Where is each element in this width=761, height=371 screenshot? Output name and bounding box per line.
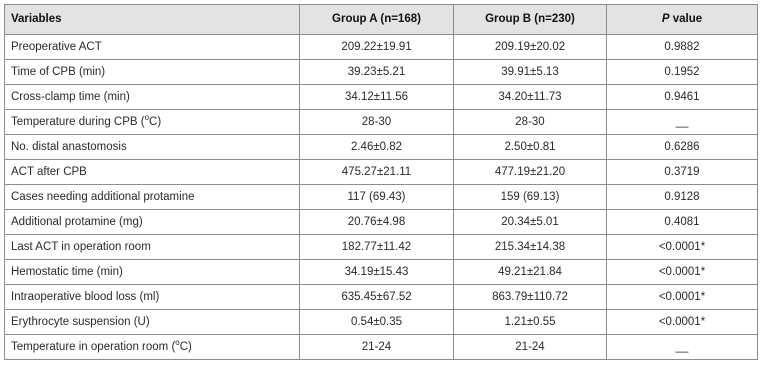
group-a-value: 635.45±67.52 <box>300 285 454 310</box>
group-b-value: 39.91±5.13 <box>454 60 607 85</box>
table-row <box>5 185 758 210</box>
p-value: 0.4081 <box>607 210 758 235</box>
header-group-b: Group B (n=230) <box>454 5 607 35</box>
row-label: Preoperative ACT <box>5 35 300 60</box>
row-label: Erythrocyte suspension (U) <box>5 310 300 335</box>
row-label: Last ACT in operation room <box>5 235 300 260</box>
group-a-value: 34.12±11.56 <box>300 85 454 110</box>
row-label-text: Temperature during CPB ( <box>11 116 145 128</box>
group-a-value: 2.46±0.82 <box>300 135 454 160</box>
group-b-value: 159 (69.13) <box>454 185 607 210</box>
header-row <box>5 5 758 35</box>
row-label-unit: C) <box>179 341 192 353</box>
group-a-value: 28-30 <box>300 110 454 135</box>
group-a-value: 20.76±4.98 <box>300 210 454 235</box>
header-variables: Variables <box>5 5 300 35</box>
group-a-value: 21-24 <box>300 335 454 360</box>
group-a-value: 475.27±21.11 <box>300 160 454 185</box>
group-a-value: 117 (69.43) <box>300 185 454 210</box>
row-label: ACT after CPB <box>5 160 300 185</box>
row-label: Cases needing additional protamine <box>5 185 300 210</box>
row-label: Time of CPB (min) <box>5 60 300 85</box>
p-value: __ <box>607 110 758 135</box>
row-label <box>5 335 300 360</box>
p-value: <0.0001* <box>607 310 758 335</box>
group-a-value: 39.23±5.21 <box>300 60 454 85</box>
p-value: <0.0001* <box>607 260 758 285</box>
group-a-value: 0.54±0.35 <box>300 310 454 335</box>
group-b-value: 215.34±14.38 <box>454 235 607 260</box>
header-p-rest: value <box>669 13 703 25</box>
group-a-value: 182.77±11.42 <box>300 235 454 260</box>
p-value: 0.1952 <box>607 60 758 85</box>
table-row <box>5 135 758 160</box>
table-header <box>5 5 758 35</box>
table-row <box>5 85 758 110</box>
p-value: __ <box>607 335 758 360</box>
group-b-value: 863.79±110.72 <box>454 285 607 310</box>
degree-superscript: o <box>175 338 180 348</box>
table-row <box>5 35 758 60</box>
p-value: <0.0001* <box>607 235 758 260</box>
group-b-value: 21-24 <box>454 335 607 360</box>
header-p-value <box>607 5 758 35</box>
table-row <box>5 160 758 185</box>
table-row <box>5 335 758 360</box>
degree-superscript: o <box>144 113 150 123</box>
group-b-value: 209.19±20.02 <box>454 35 607 60</box>
table-body <box>5 35 758 360</box>
row-label-text: Temperature in operation room ( <box>11 341 176 353</box>
group-a-value: 34.19±15.43 <box>300 260 454 285</box>
p-value: 0.9882 <box>607 35 758 60</box>
group-a-value: 209.22±19.91 <box>300 35 454 60</box>
group-b-value: 49.21±21.84 <box>454 260 607 285</box>
results-table <box>4 4 758 360</box>
group-b-value: 2.50±0.81 <box>454 135 607 160</box>
row-label: No. distal anastomosis <box>5 135 300 160</box>
p-value: 0.6286 <box>607 135 758 160</box>
table-row <box>5 285 758 310</box>
table-row <box>5 60 758 85</box>
p-value: 0.9461 <box>607 85 758 110</box>
table-row <box>5 310 758 335</box>
group-b-value: 1.21±0.55 <box>454 310 607 335</box>
table-row <box>5 235 758 260</box>
header-p-letter: P <box>661 13 670 25</box>
p-value: <0.0001* <box>607 285 758 310</box>
p-value: 0.3719 <box>607 160 758 185</box>
table-row <box>5 110 758 135</box>
row-label: Hemostatic time (min) <box>5 260 300 285</box>
group-b-value: 477.19±21.20 <box>454 160 607 185</box>
header-group-a: Group A (n=168) <box>300 5 454 35</box>
group-b-value: 20.34±5.01 <box>454 210 607 235</box>
row-label: Additional protamine (mg) <box>5 210 300 235</box>
group-b-value: 28-30 <box>454 110 607 135</box>
table-row <box>5 260 758 285</box>
row-label: Cross-clamp time (min) <box>5 85 300 110</box>
row-label-unit: C) <box>149 116 162 128</box>
p-value: 0.9128 <box>607 185 758 210</box>
group-b-value: 34.20±11.73 <box>454 85 607 110</box>
row-label <box>5 110 300 135</box>
results-table-container <box>4 4 757 360</box>
row-label: Intraoperative blood loss (ml) <box>5 285 300 310</box>
table-row <box>5 210 758 235</box>
